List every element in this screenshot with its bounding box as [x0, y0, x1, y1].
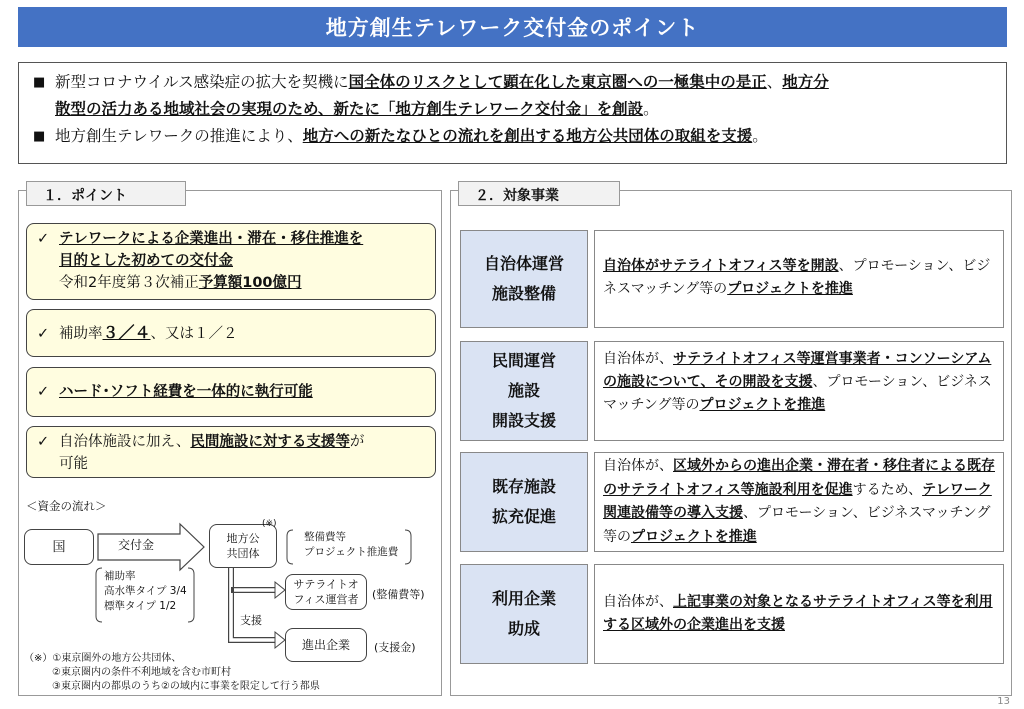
- target-category-2: 民間運営 施設 開設支援: [460, 341, 588, 441]
- target-desc-1: 自治体がサテライトオフィス等を開設、プロモーション、ビジネスマッチング等のプロジェクトを推進: [594, 230, 1004, 328]
- target-category-4: 利用企業 助成: [460, 564, 588, 664]
- support-arrows: [225, 568, 287, 650]
- point-box-2: ✓ 補助率３／４、又は１／２: [26, 309, 436, 357]
- flow-label: ＜資金の流れ＞: [26, 499, 107, 513]
- rate-text: 補助率 高水準タイプ 3/4 標準タイプ 1/2: [104, 570, 187, 612]
- node-country: 国: [24, 529, 94, 565]
- page-number: 13: [997, 696, 1010, 707]
- summary-line-3: ■ 地方創生テレワークの推進により、地方への新たなひとの流れを創出する地方公共団体の取組を支援。: [33, 127, 768, 145]
- target-desc-4: 自治体が、上記事業の対象となるサテライトオフィス等を利用する区域外の企業進出を支援: [594, 564, 1004, 664]
- summary-line-2: 散型の活力ある地域社会の実現のため、新たに「地方創生テレワーク交付金」を創設。: [55, 100, 659, 118]
- point-box-1: ✓ テレワークによる企業進出・滞在・移住推進を 目的とした初めての交付金 令和2年度第３次補正予算額100億円: [26, 223, 436, 300]
- company-note: (支援金): [374, 641, 416, 654]
- target-desc-3: 自治体が、区域外からの進出企業・滞在者・移住者による既存のサテライトオフィス等施設利用を促進するため、テレワーク関連設備等の導入支援、プロモーション、ビジネスマッチング等のプロジェクトを推進: [594, 452, 1004, 552]
- grant-label: 交付金: [118, 538, 155, 552]
- summary-line-1: ■ 新型コロナウイルス感染症の拡大を契機に国全体のリスクとして顕在化した東京圏への一極集中の是正、地方分: [33, 73, 829, 91]
- points-label: １．ポイント: [26, 181, 186, 206]
- node-operator: サテライトオ フィス運営者: [285, 574, 367, 610]
- local-gov-mark: (※): [262, 519, 277, 529]
- target-desc-2: 自治体が、サテライトオフィス等運営事業者・コンソーシアムの施設について、その開設を支援、プロモーション、ビジネスマッチング等のプロジェクトを推進: [594, 341, 1004, 441]
- node-local-gov: 地方公 共団体: [209, 524, 277, 568]
- support-label: 支援: [240, 614, 262, 627]
- node-company: 進出企業: [285, 628, 367, 662]
- point-box-3: ✓ ハード･ソフト経費を一体的に執行可能: [26, 367, 436, 417]
- operator-note: (整備費等): [372, 588, 425, 601]
- page-title: 地方創生テレワーク交付金のポイント: [18, 7, 1007, 47]
- summary-box: [18, 62, 1007, 164]
- expenses-text: 整備費等 プロジェクト推進費: [304, 531, 399, 558]
- target-category-1: 自治体運営 施設整備: [460, 230, 588, 328]
- point-box-4: ✓ 自治体施設に加え、民間施設に対する支援等が 可能: [26, 426, 436, 478]
- notes: （※）①東京圏外の地方公共団体、 ②東京圏内の条件不利地域を含む市町村 ③東京圏内の都県のうち②の域内に事業を限定して行う都県: [24, 653, 320, 692]
- target-category-3: 既存施設 拡充促進: [460, 452, 588, 552]
- targets-label: ２．対象事業: [458, 181, 620, 206]
